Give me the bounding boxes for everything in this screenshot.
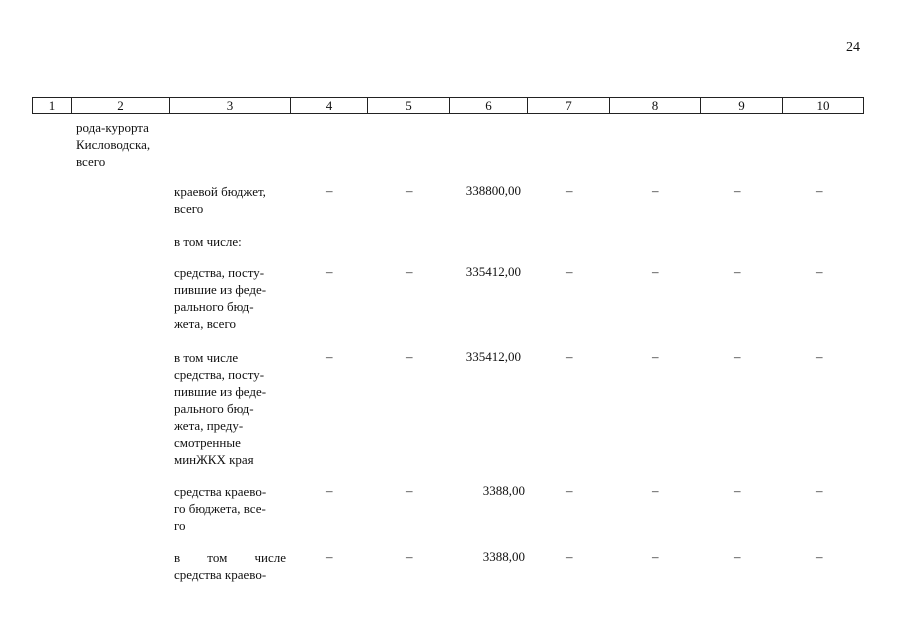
cell-c8: – xyxy=(652,549,659,564)
cell-c5: – xyxy=(406,349,413,364)
cell-c7: – xyxy=(566,349,573,364)
cell-c10: – xyxy=(816,549,823,564)
cell-c9: – xyxy=(734,183,741,198)
cell-c10: – xyxy=(816,483,823,498)
header-col-4: 4 xyxy=(290,98,367,113)
cell-c4: – xyxy=(326,349,333,364)
cell-c4: – xyxy=(326,264,333,279)
cell-c5: – xyxy=(406,264,413,279)
cell-c6: 3388,00 xyxy=(482,549,525,564)
table-row-label: средства краево- го бюджета, все- го xyxy=(174,484,267,533)
cell-c8: – xyxy=(652,483,659,498)
cell-c5: – xyxy=(406,549,413,564)
header-col-6: 6 xyxy=(449,98,527,113)
header-col-5: 5 xyxy=(367,98,449,113)
header-col-10: 10 xyxy=(782,98,863,113)
cell-c5: – xyxy=(406,483,413,498)
header-col-3: 3 xyxy=(169,98,290,113)
cell-c7: – xyxy=(566,549,573,564)
table-row-label: в том числе средства, посту- пившие из феде- рального бюд- жета, преду- смотренные минЖКХ края xyxy=(174,350,267,467)
cell-c4: – xyxy=(326,483,333,498)
table-row-label: краевой бюджет, всего xyxy=(174,184,266,216)
cell-c5: – xyxy=(406,183,413,198)
cell-c4: – xyxy=(326,183,333,198)
cell-c9: – xyxy=(734,483,741,498)
header-col-9: 9 xyxy=(700,98,782,113)
header-col-2: 2 xyxy=(71,98,169,113)
cell-c7: – xyxy=(566,483,573,498)
cell-c10: – xyxy=(816,264,823,279)
table-row-label: средства, посту- пившие из феде- рального бюд- жета, всего xyxy=(174,265,267,331)
cell-c4: – xyxy=(326,549,333,564)
cell-c8: – xyxy=(652,264,659,279)
cell-c9: – xyxy=(734,549,741,564)
cell-c7: – xyxy=(566,264,573,279)
cell-c9: – xyxy=(734,349,741,364)
table-header-row xyxy=(32,97,864,114)
table-row-label: в том числе средства краево- xyxy=(174,550,286,582)
header-col-8: 8 xyxy=(609,98,700,113)
header-col-1: 1 xyxy=(48,98,56,113)
cell-c7: – xyxy=(566,183,573,198)
cell-c6: 335412,00 xyxy=(465,349,521,364)
cell-c6: 335412,00 xyxy=(465,264,521,279)
cell-c8: – xyxy=(652,183,659,198)
cell-c6: 3388,00 xyxy=(482,483,525,498)
header-col-7: 7 xyxy=(527,98,609,113)
cell-c8: – xyxy=(652,349,659,364)
cell-c10: – xyxy=(816,349,823,364)
cell-c10: – xyxy=(816,183,823,198)
page-number: 24 xyxy=(846,40,860,55)
cell-c6: 338800,00 xyxy=(465,183,521,198)
col2-text: рода-курорта Кисловодска, всего xyxy=(76,120,151,169)
cell-c9: – xyxy=(734,264,741,279)
table-row-label: в том числе: xyxy=(174,234,242,249)
